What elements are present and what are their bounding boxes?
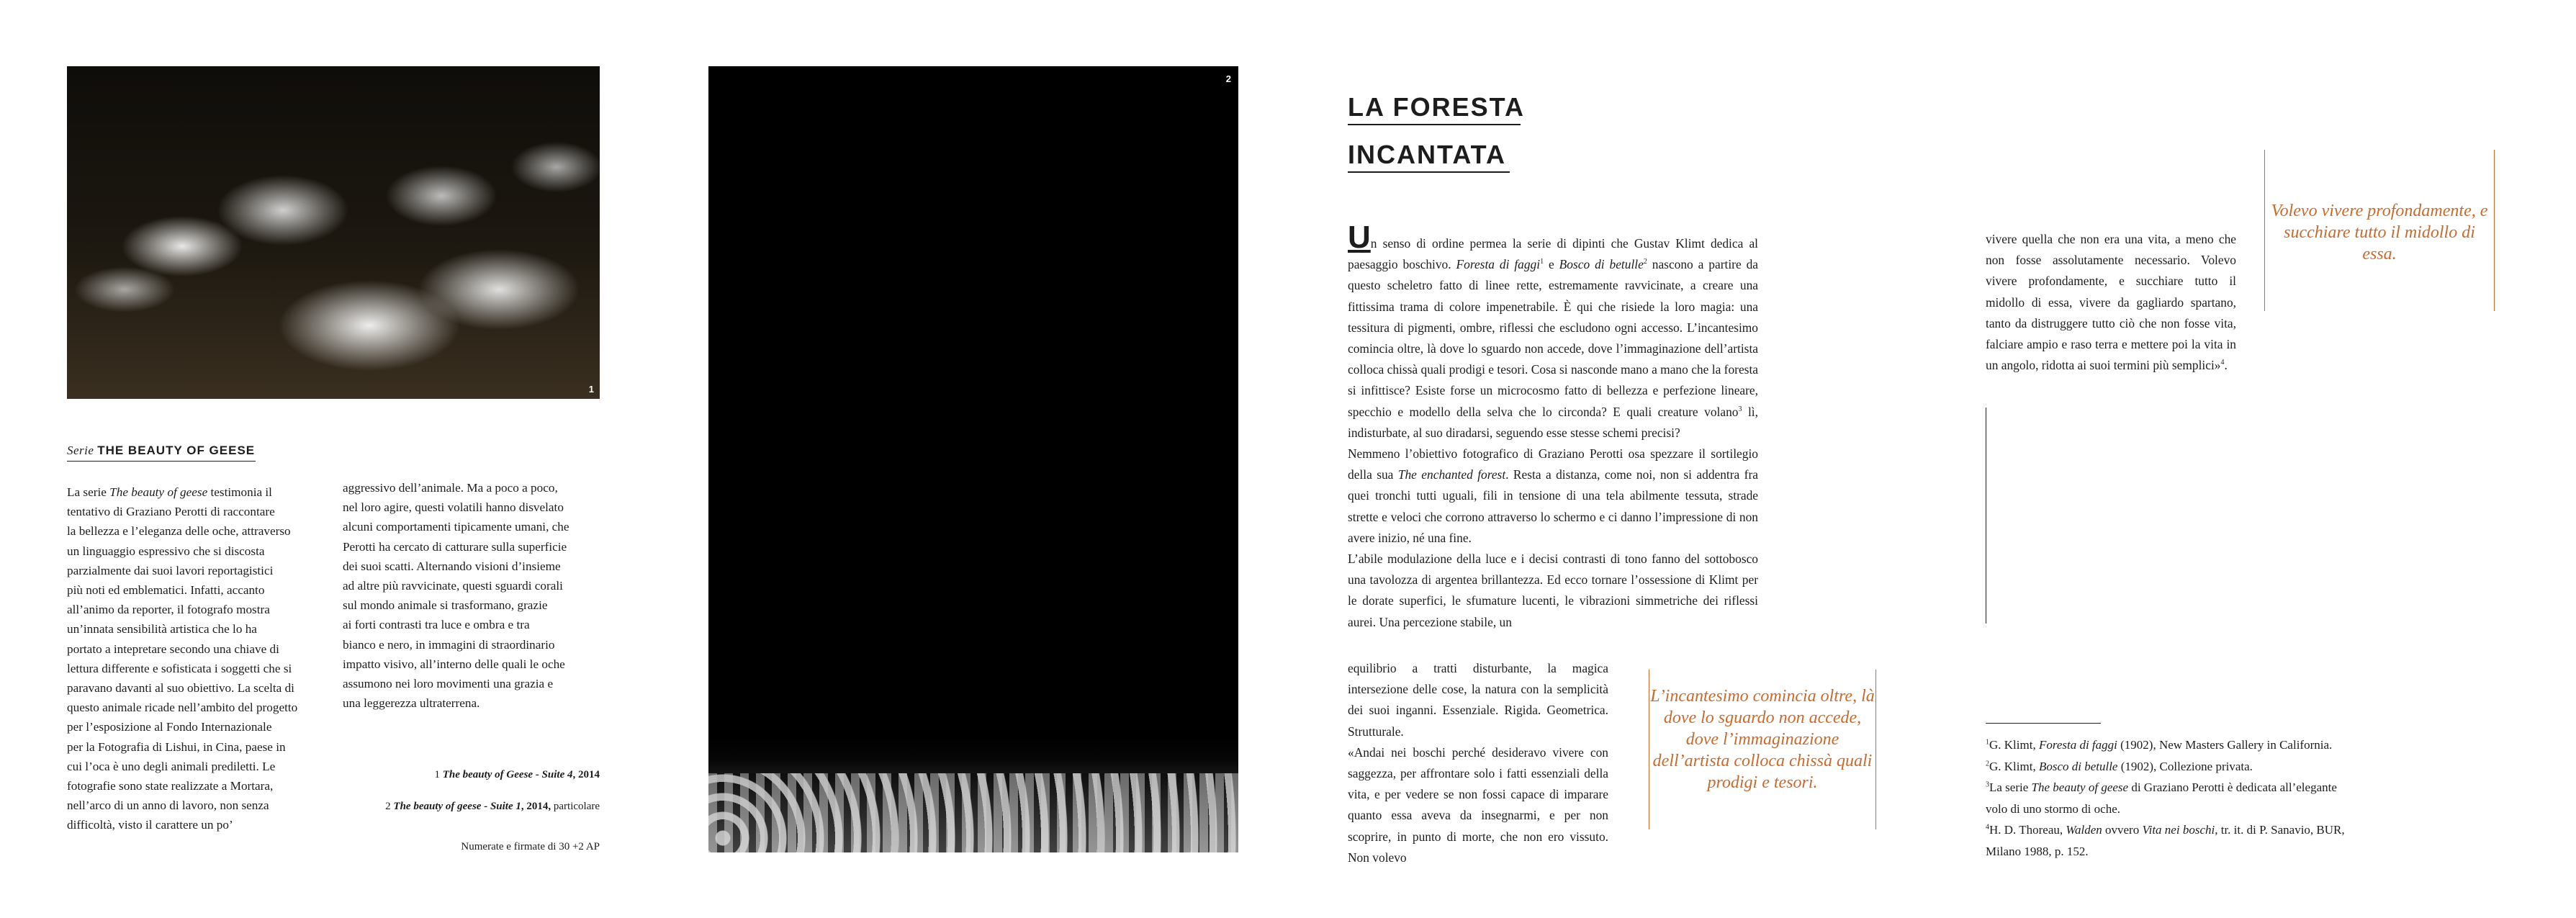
text-line: Perotti ha cercato di catturare sulla superficie: [343, 539, 567, 554]
text-line: tentativo di Graziano Perotti di raccontare: [67, 505, 275, 519]
pull-quote: L’incantesimo comincia oltre, là dove lo sguardo non accede, dove l’immaginazione dell’artista colloca chissà quali prodigi e tesori.: [1649, 670, 1876, 829]
series-underline: [67, 461, 256, 462]
text-line: La serie The beauty of geese testimonia il: [67, 485, 272, 499]
text-line: dei suoi scatti. Alternando visioni d’insieme: [343, 559, 561, 573]
series-prefix: Serie: [67, 444, 94, 457]
text-line: paravano davanti al suo obiettivo. La scelta di: [67, 681, 294, 696]
caption-title: The beauty of geese - Suite 1: [393, 801, 521, 812]
paragraph: Nemmeno l’obiettivo fotografico di Graziano Perotti osa spezzare il sortilegio della sua The enchanted forest. Resta a distanza, come noi, non si addentra fra quei tronchi tutti uguali, fili in tensione di una tela abilmente tessuta, strade strette e veloci che corrono attraverso lo schermo e ci danno l’impressione di non avere inizio, né una fine.: [1348, 446, 1758, 545]
caption-number: 1: [434, 769, 440, 780]
article-body-narrow: [1348, 658, 1608, 868]
text-line: per l’esposizione al Fondo Internazionale: [67, 720, 272, 734]
caption-number: 2: [385, 801, 391, 812]
paragraph: Un senso di ordine permea la serie di dipinti che Gustav Klimt dedica al paesaggio boschivo. Foresta di faggi$^1$ e Bosco di betulle$^2$ nascono a partire da questo scheletro fatto di linee rette, estremamente ravvicinate, a creare una fittissima trama di colore impenetrabile. È qui che risiede la loro magia: una tessitura di pigmenti, ombre, riflessi che escludono ogni accesso. L’incantesimo comincia oltre, là dove lo sguardo non accede, dove l’immaginazione dell’artista colloca chissà quali prodigi e tesori. Cosa si nasconde mano a mano che la foresta si infittisce? Esiste forse un microcosmo fatto di bellezza e perfezione lineare, specchio e modello della selva che lo circonda? E quali creature volano$^3$ lì, indisturbate, al suo diradarsi, seguendo esse stesse schemi precisi?: [1348, 220, 1759, 440]
caption-title: The beauty of Geese - Suite 4: [442, 769, 573, 780]
text-line: aggressivo dell’animale. Ma a poco a poco,: [343, 481, 558, 495]
series-title: THE BEAUTY OF GEESE: [97, 444, 256, 457]
caption-suffix: particolare: [551, 801, 600, 812]
text-line: un linguaggio espressivo che si discosta: [67, 544, 265, 558]
text-line: nell’arco di un anno di lavoro, non senza: [67, 798, 269, 813]
text-line: una leggerezza ultraterrena.: [343, 696, 480, 711]
caption-1: [434, 769, 600, 781]
photo-number: 1: [588, 384, 594, 395]
text-line: ad altre più ravvicinate, questi sguardi corali: [343, 579, 563, 593]
article-title-line-2: INCANTATA: [1348, 140, 1506, 169]
text-line: per la Fotografia di Lishui, in Cina, paese in: [67, 739, 286, 754]
text-line: difficoltà, visto il carattere un po’: [67, 818, 233, 832]
geese-photo-1: [67, 66, 600, 399]
text-line: parzialmente dai suoi lavori reportagistici: [67, 563, 274, 577]
geese-flock-strip: [708, 773, 1238, 852]
text-line: alcuni comportamenti tipicamente umani, che: [343, 520, 569, 534]
text-line: fotografie sono state realizzate a Mortara,: [67, 779, 274, 793]
text-line: sul mondo animale si trasformano, grazie: [343, 598, 548, 613]
text-line: più noti ed emblematici. Infatti, accanto: [67, 583, 265, 598]
text-line: bianco e nero, in immagini di straordinario: [343, 637, 555, 652]
caption-year: , 2014,: [521, 801, 551, 812]
text-line: all’animo da reporter, il fotografo mostra: [67, 603, 270, 617]
footnote: $^4$H. D. Thoreau, Walden ovvero Vita nei boschi, tr. it. di P. Sanavio, BUR,: [1986, 823, 2345, 837]
paragraph: vivere quella che non era una vita, a meno che non fosse assolutamente necessario. Volevo vivere profondamente, e succhiare tutto il midollo di essa, vivere da gagliardo spartano, tanto da distruggere tutto ciò che non fosse vita, falciare ampio e raso terra e mettere poi la vita in un angolo, ridotta ai suoi termini più semplici»$^4$.: [1986, 232, 2236, 373]
footnote-rule: [1986, 723, 2101, 724]
text-line: cui l’oca è uno degli animali prediletti. Le: [67, 759, 276, 773]
paragraph: «Andai nei boschi perché desideravo vivere con saggezza, per affrontare solo i fatti essenziali della vita, e per vedere se non fossi capace di imparare quanto essa aveva da insegnarmi, e per non scoprire, in punto di morte, che non ero vissuto. Non volevo: [1348, 744, 1608, 865]
pull-quote: Volevo vivere profondamente, e succhiare tutto il midollo di essa.: [2264, 150, 2495, 311]
text-line: assumono nei loro movimenti una grazia e: [343, 677, 554, 691]
text-line: la bellezza e l’eleganza delle oche, attraverso: [67, 524, 291, 539]
footnote-continuation: Milano 1988, p. 152.: [1986, 844, 2089, 858]
edition-note: Numerate e firmate di 30 +2 AP: [461, 841, 600, 852]
paragraph: equilibrio a tratti disturbante, la magica intersezione delle cose, la natura con la semplicità dei suoi inganni. Essenziale. Rigida. Geometrica. Strutturale.: [1348, 661, 1608, 739]
text-line: un’innata sensibilità artistica che lo ha: [67, 622, 257, 636]
series-text-column-2: [343, 478, 569, 713]
series-heading: [67, 444, 255, 458]
photo-number: 2: [1225, 73, 1231, 84]
drop-cap: U: [1348, 220, 1371, 255]
footnote: $^1$G. Klimt, Foresta di faggi (1902), New Masters Gallery in California.: [1986, 738, 2333, 752]
caption-year: , 2014: [572, 769, 600, 780]
title-underline: [1348, 124, 1521, 125]
footnote: $^3$La serie The beauty of geese di Graziano Perotti è dedicata all’elegante: [1986, 780, 2337, 794]
text-line: ai forti contrasti tra luce e ombra e tra: [343, 618, 530, 632]
text-line: impatto visivo, all’interno delle quali le oche: [343, 657, 565, 671]
article-title-line-1: LA FORESTA: [1348, 92, 1525, 122]
article-body-continued: [1986, 229, 2236, 376]
text-line: questo animale ricade nell’ambito del progetto: [67, 701, 298, 715]
text-line: nel loro agire, questi volatili hanno disvelato: [343, 500, 564, 515]
footnote: $^2$G. Klimt, Bosco di betulle (1902), Collezione privata.: [1986, 759, 2253, 773]
text-line: portato a intepretare secondo una chiave di: [67, 642, 279, 656]
text-line: lettura differente e sofisticata i soggetti che si: [67, 661, 292, 675]
footnotes: [1986, 734, 2410, 862]
caption-2: [385, 801, 600, 813]
series-text-column-1: [67, 482, 297, 835]
footnote-continuation: volo di uno stormo di oche.: [1986, 801, 2120, 816]
geese-photo-2: [708, 66, 1238, 852]
article-body: [1348, 220, 1759, 633]
title-underline: [1348, 171, 1510, 173]
paragraph: L’abile modulazione della luce e i decisi contrasti di tono fanno del sottobosco una tavolozza di argentea brillantezza. Ed ecco tornare l’ossessione di Klimt per le dorate superfici, le sfumature lucenti, le vibrazioni simmetriche dei riflessi aurei. Una percezione stabile, un: [1348, 552, 1758, 629]
